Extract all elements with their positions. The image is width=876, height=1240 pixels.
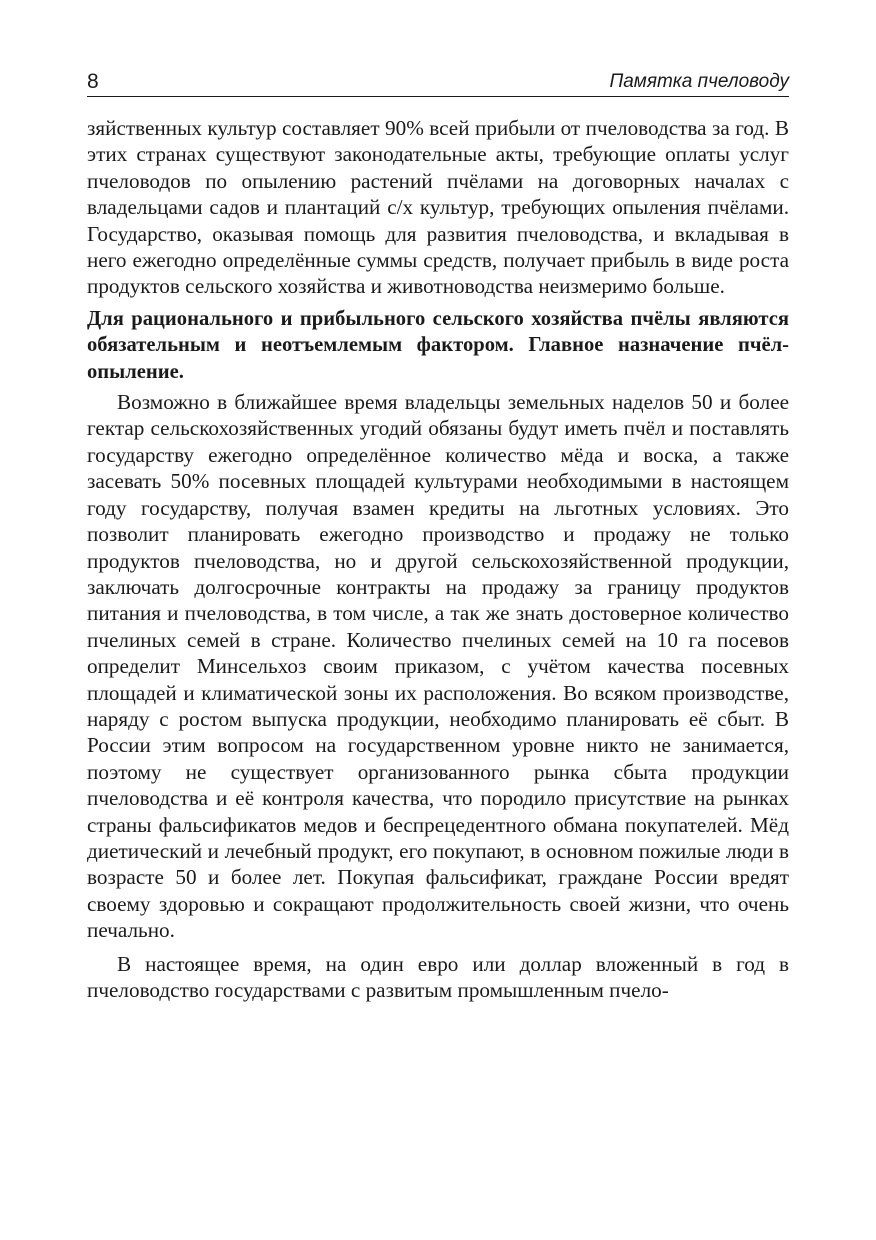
page-body (87, 115, 789, 1003)
page-number: 8 (87, 70, 99, 93)
running-title: Памятка пчеловоду (609, 71, 789, 92)
paragraph-bold-statement: Для рационального и прибыльного сельского хозяйства пчёлы являются обязательным и неотъемлемым фактором. Главное назначение пчёл- опыление. (87, 307, 789, 383)
book-page (87, 68, 789, 1003)
paragraph-last: В настоящее время, на один евро или доллар вложенный в год в пчеловодство государствами с развитым промышленным пчело- (87, 951, 789, 1002)
page-header (87, 68, 789, 97)
paragraph-continued: зяйственных культур составляет 90% всей прибыли от пчеловодства за год. В этих странах существуют законодательные акты, требующие оплаты услуг пчеловодов по опылению растений пчёлами на договорных началах с владельцами садов и плантаций с/х культур, требующих опыления пчёлами. Государство, оказывая помощь для развития пчеловодства, и вкладывая в него ежегодно определённые суммы средств, получает прибыль в виде роста продуктов сельского хозяйства и животноводства неизмеримо больше. (87, 116, 789, 299)
paragraph-main: Возможно в ближайшее время владельцы земельных наделов 50 и более гектар сельскохозяйственных угодий обязаны будут иметь пчёл и поставлять государству ежегодно определённое количество мёда и воска, а также засевать 50% посевных площадей культурами необходимыми в настоящем году государству, получая взамен кредиты на льготных условиях. Это позволит планировать ежегодно производство и продажу не только продуктов пчеловодства, но и другой сельскохозяйственной продукции, заключать долгосрочные контракты на продажу за границу продуктов питания и пчеловодства, в том числе, а так же знать достоверное количество пчелиных семей в стране. Количество пчелиных семей на 10 га посевов определит Минсельхоз своим приказом, с учётом качества посевных площадей и климатической зоны их расположения. Во всяком производстве, наряду с ростом выпуска продукции, необходимо планировать её сбыт. В России этим вопросом на государственном уровне никто не занимается, поэтому не существует организованного рынка сбыта продукции пчеловодства и её контроля качества, что породило присутствие на рынках страны фальсификатов медов и беспрецедентного обмана покупателей. Мёд диетический и лечебный продукт, его покупают, в основном пожилые люди в возрасте 50 и более лет. Покупая фальсификат, граждане России вредят своему здоровью и сокращают продолжительность своей жизни, что очень печально. (87, 390, 789, 943)
